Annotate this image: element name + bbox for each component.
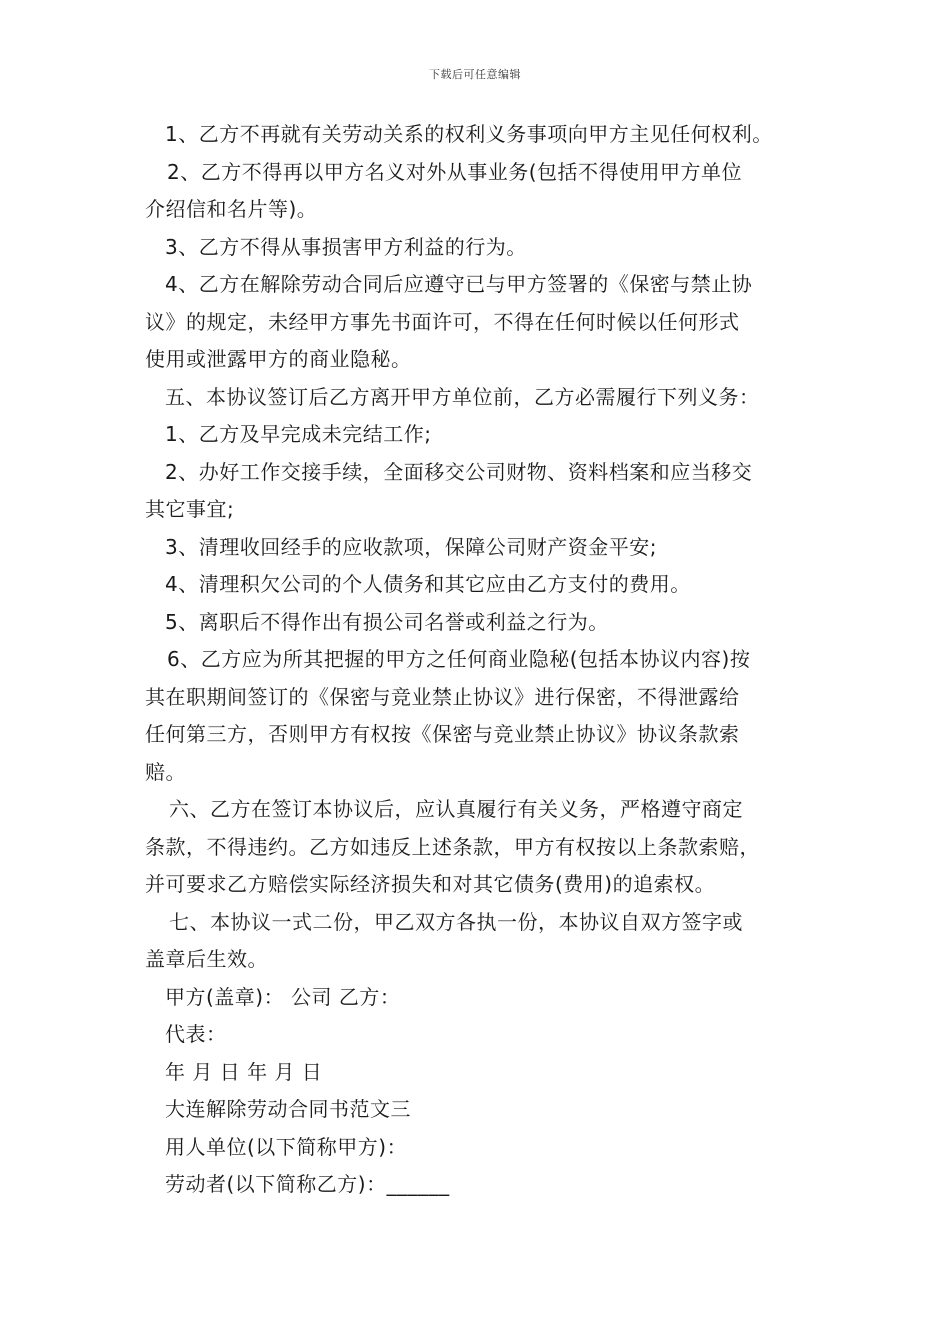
document-subtitle: 大连解除劳动合同书范文三 xyxy=(165,1097,411,1121)
section-heading-line: 五、本协议签订后乙方离开甲方单位前，乙方必需履行下列义务： xyxy=(165,384,760,409)
employer-line: 用人单位(以下简称甲方)： xyxy=(165,1134,408,1159)
paragraph-line: 3、乙方不得从事损害甲方利益的行为。 xyxy=(165,234,527,259)
paragraph-line: 2、乙方不得再以甲方名义对外从事业务(包括不得使用甲方单位 xyxy=(167,159,743,184)
paragraph-line: 1、乙方不再就有关劳动关系的权利义务事项向甲方主见任何权利。 xyxy=(165,122,773,146)
paragraph-line: 并可要求乙方赔偿实际经济损失和对其它债务(费用)的追索权。 xyxy=(145,872,716,896)
signature-line-party-a: 甲方(盖章)： 公司 乙方： xyxy=(165,984,401,1009)
representative-line: 代表： xyxy=(165,1022,227,1046)
paragraph-line: 任何第三方，否则甲方有权按《保密与竞业禁止协议》协议条款索 xyxy=(145,722,740,746)
paragraph-line: 1、乙方及早完成未完结工作; xyxy=(165,422,432,446)
paragraph-line: 3、清理收回经手的应收款项，保障公司财产资金平安; xyxy=(165,534,657,559)
paragraph-line: 议》的规定，未经甲方事先书面许可，不得在任何时候以任何形式 xyxy=(145,309,740,334)
paragraph-line: 其在职期间签订的《保密与竞业禁止协议》进行保密，不得泄露给 xyxy=(145,684,740,709)
paragraph-line: 其它事宜; xyxy=(145,497,235,521)
paragraph-line: 条款，不得违约。乙方如违反上述条款，甲方有权按以上条款索赔， xyxy=(145,834,760,859)
header-note: 下载后可任意编辑 xyxy=(429,68,521,81)
paragraph-line: 介绍信和名片等)。 xyxy=(145,197,318,221)
paragraph-line: 6、乙方应为所其把握的甲方之任何商业隐秘(包括本协议内容)按 xyxy=(167,647,751,671)
section-heading-line: 七、本协议一式二份，甲乙双方各执一份，本协议自双方签字或 xyxy=(169,909,743,934)
paragraph-line: 5、离职后不得作出有损公司名誉或利益之行为。 xyxy=(165,609,609,634)
document-body xyxy=(145,116,825,1204)
paragraph-line: 4、清理积欠公司的个人债务和其它应由乙方支付的费用。 xyxy=(165,572,691,596)
section-heading-line: 六、乙方在签订本协议后，应认真履行有关义务，严格遵守商定 xyxy=(169,797,743,821)
paragraph-line: 赔。 xyxy=(145,759,186,784)
date-line: 年 月 日 年 月 日 xyxy=(165,1059,323,1084)
paragraph-line: 使用或泄露甲方的商业隐秘。 xyxy=(145,347,412,371)
paragraph-line: 2、办好工作交接手续，全面移交公司财物、资料档案和应当移交 xyxy=(165,459,753,484)
paragraph-line: 盖章后生效。 xyxy=(145,947,268,971)
employee-line: 劳动者(以下简称乙方)：______ xyxy=(165,1172,450,1196)
paragraph-line: 4、乙方在解除劳动合同后应遵守已与甲方签署的《保密与禁止协 xyxy=(165,272,753,296)
